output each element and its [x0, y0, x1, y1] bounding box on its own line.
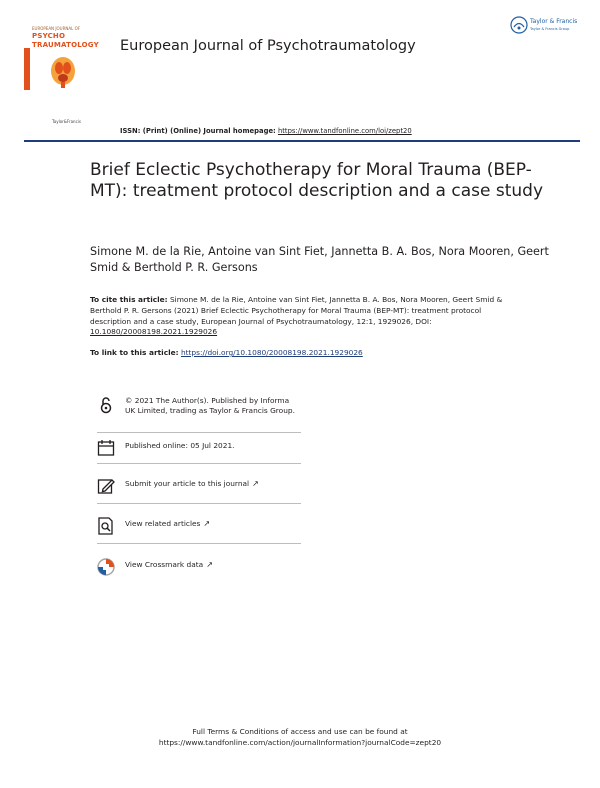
related-articles-label: View related articles	[125, 519, 201, 528]
crossmark-label: View Crossmark data	[125, 560, 204, 569]
external-link-icon: ↗	[252, 479, 259, 488]
footer-line1: Full Terms & Conditions of access and use can be found at	[192, 727, 408, 736]
header-divider	[24, 140, 580, 142]
cover-title-line2: TRAUMATOLOGY	[32, 41, 99, 49]
article-link-line	[90, 348, 363, 357]
citation	[90, 295, 510, 338]
info-divider	[97, 503, 301, 504]
publisher-tagline: Taylor & Francis Group	[530, 27, 570, 31]
submit-article-text	[125, 479, 301, 489]
journal-homepage-link[interactable]: https://www.tandfonline.com/loi/zept20	[277, 127, 412, 135]
crossmark-text	[125, 560, 301, 570]
open-access-row	[97, 396, 301, 430]
footer-terms-link[interactable]: https://www.tandfonline.com/action/journalInformation?journalCode=zept20	[158, 738, 442, 747]
published-date: Published online: 05 Jul 2021.	[125, 441, 235, 450]
journal-cover	[24, 26, 100, 90]
cover-accent-bar	[24, 48, 30, 90]
crossmark-link[interactable]	[97, 558, 301, 578]
submit-article-link[interactable]	[97, 477, 301, 497]
calendar-icon	[97, 439, 115, 457]
issn-line	[120, 127, 412, 135]
related-articles-link[interactable]	[97, 517, 301, 537]
cite-text: Simone M. de la Rie, Antoine van Sint Fiet, Jannetta B. A. Bos, Nora Mooren, Geert Smid & Berthold P. R. Gersons (2021) Brief Eclectic Psychotherapy for Moral Trauma (BEP-MT): treatment protocol description and a case study, European Journal of Psychotraumatology, 12:1, 1929026, DOI:	[90, 295, 503, 326]
related-articles-icon	[97, 517, 115, 535]
related-articles-text	[125, 519, 301, 529]
publisher-logo[interactable]	[508, 14, 588, 40]
link-label: To link to this article:	[90, 348, 179, 357]
crossmark-icon	[97, 558, 115, 576]
published-row	[97, 439, 301, 459]
cover-art-icon	[48, 56, 78, 88]
cover-title-line1: PSYCHO	[32, 32, 66, 40]
copyright-text: © 2021 The Author(s). Published by Informa UK Limited, trading as Taylor & Francis Group.	[125, 396, 295, 415]
info-divider	[97, 543, 301, 544]
info-divider	[97, 432, 301, 433]
cite-label: To cite this article:	[90, 295, 168, 304]
cover-small-text: EUROPEAN JOURNAL OF	[32, 26, 81, 31]
publisher-name: Taylor & Francis	[530, 18, 578, 25]
publisher-logo-icon	[510, 16, 528, 34]
external-link-icon: ↗	[203, 519, 211, 528]
info-divider	[97, 463, 301, 464]
footer	[0, 726, 600, 748]
journal-title[interactable]: European Journal of Psychotraumatology	[120, 38, 416, 54]
article-title: Brief Eclectic Psychotherapy for Moral Trauma (BEP-MT): treatment protocol description and a case study	[90, 160, 544, 201]
issn-label: ISSN: (Print) (Online) Journal homepage:	[120, 127, 276, 135]
article-doi-link[interactable]: https://doi.org/10.1080/20008198.2021.1929026	[180, 348, 363, 357]
small-publisher-logo: Taylor&Francis	[52, 119, 81, 124]
external-link-icon: ↗	[206, 560, 213, 569]
authors: Simone M. de la Rie, Antoine van Sint Fiet, Jannetta B. A. Bos, Nora Mooren, Geert Smid & Berthold P. R. Gersons	[90, 245, 549, 274]
submit-article-label: Submit your article to this journal	[125, 479, 250, 488]
open-access-icon	[97, 396, 115, 414]
edit-icon	[97, 477, 115, 495]
cite-doi-link[interactable]: 10.1080/20008198.2021.1929026	[90, 327, 218, 337]
